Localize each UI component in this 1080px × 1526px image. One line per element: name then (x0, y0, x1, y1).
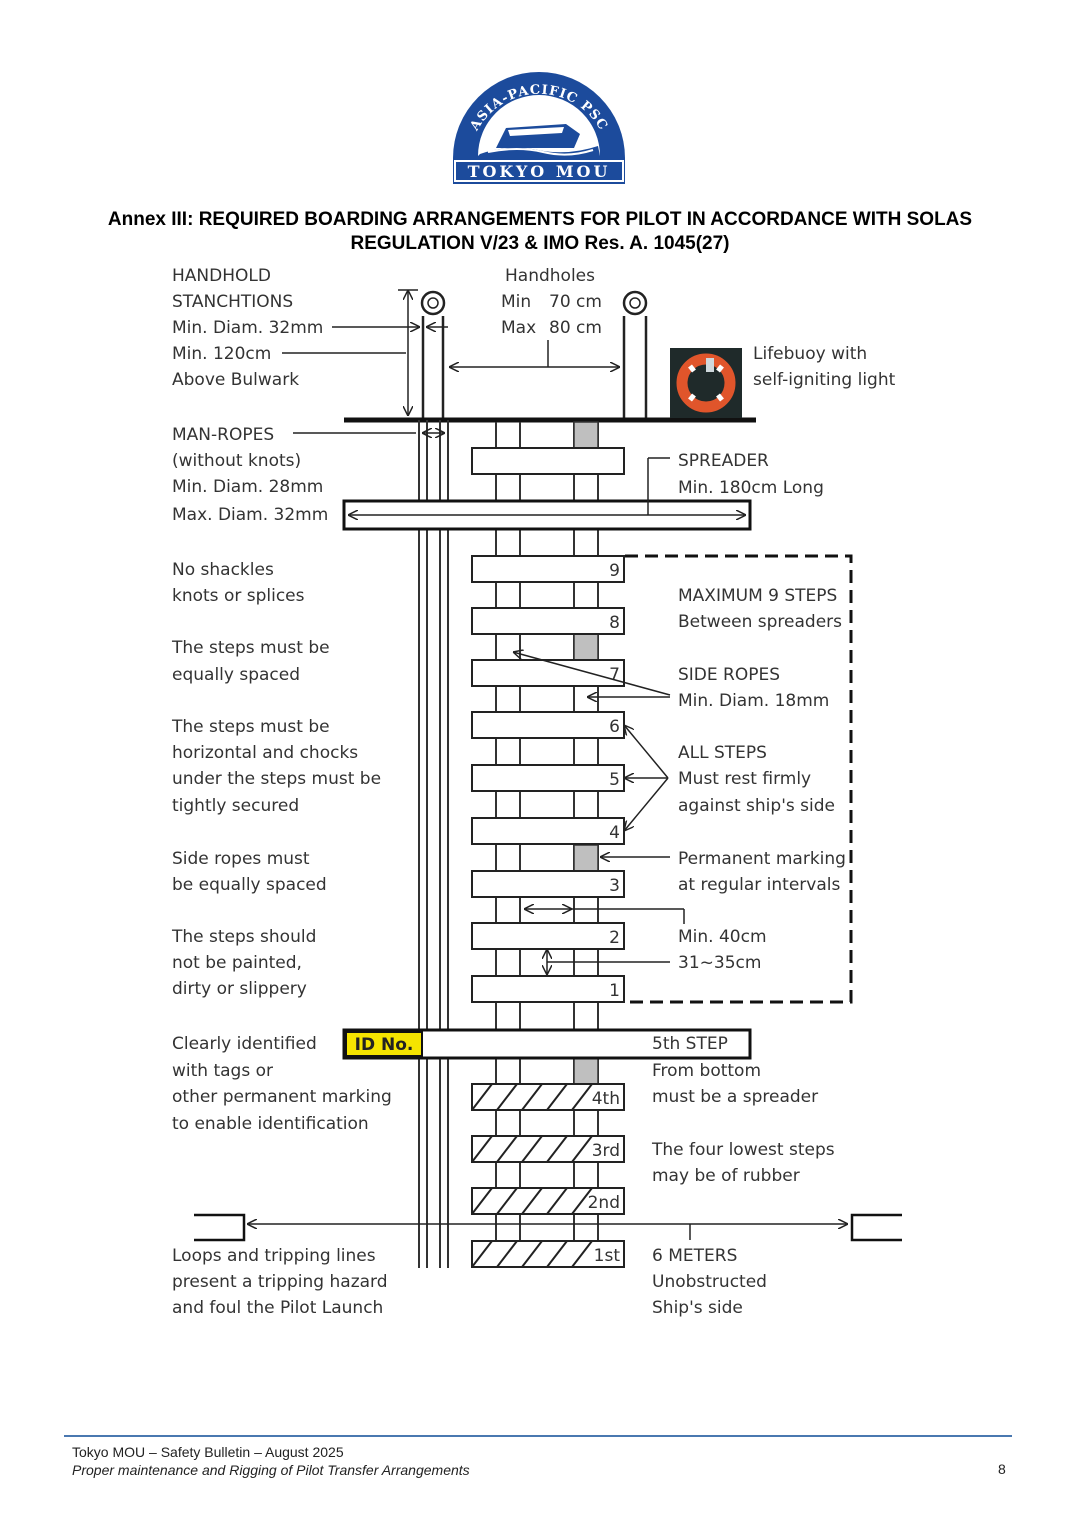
id-box-label: ID No. (354, 1035, 414, 1055)
all-steps-label: ALL STEPS Must rest firmly against ship's side (678, 743, 835, 816)
step-number: 5 (609, 770, 620, 790)
step-4 (472, 818, 624, 844)
rubber-step-number: 1st (593, 1246, 620, 1266)
deck-edge-markers (194, 1215, 902, 1240)
stanchions-label: HANDHOLD STANCHTIONS Min. Diam. 32mm Min. 120cm Above Bulwark (172, 266, 324, 390)
title-line-1: Annex III: REQUIRED BOARDING ARRANGEMENTS FOR PILOT IN ACCORDANCE WITH SOLAS (107, 209, 973, 230)
identification-note: Clearly identified with tags or other permanent marking to enable identification (172, 1034, 392, 1134)
step-number: 2 (609, 928, 620, 948)
step-8 (472, 608, 624, 634)
step-9 (472, 556, 624, 582)
logo-banner-text: TOKYO MOU (467, 162, 611, 181)
lifebuoy-label: Lifebuoy with self-igniting light (753, 344, 896, 390)
tokyo-mou-logo (448, 66, 630, 188)
step-6 (472, 712, 624, 738)
step-1 (472, 976, 624, 1002)
logo-arc-text: ASIA-PACIFIC PSC (467, 82, 611, 134)
step-number: 9 (609, 561, 620, 581)
side-ropes-spacing-note: Side ropes must be equally spaced (172, 849, 327, 895)
page-title (40, 208, 1040, 256)
rubber-step-1st (472, 1241, 624, 1267)
top-step (472, 448, 624, 474)
handholes-label: Handholes Min 70 cm Max 80 cm (501, 266, 602, 338)
step-5 (472, 765, 624, 791)
step-7 (472, 660, 624, 686)
step-spacing-label: 31~35cm (678, 953, 762, 973)
min-width-label: Min. 40cm (678, 927, 767, 947)
rubber-step-number: 3rd (591, 1141, 620, 1161)
rubber-step-number: 4th (591, 1089, 620, 1109)
pilot-ladder-diagram (0, 250, 1080, 1350)
footer-bulletin: Tokyo MOU – Safety Bulletin – August 2025 (72, 1444, 344, 1460)
six-meters-label: 6 METERS Unobstructed Ship's side (652, 1246, 767, 1318)
rubber-step-2nd (472, 1188, 624, 1214)
man-ropes (419, 420, 448, 1268)
step-2 (472, 923, 624, 949)
footer-divider (64, 1435, 1012, 1437)
rubber-steps-label: The four lowest steps may be of rubber (652, 1140, 835, 1186)
step-3 (472, 871, 624, 897)
horizontal-note: The steps must be horizontal and chocks under the steps must be tightly secured (172, 717, 382, 816)
fifth-step-label: 5th STEP From bottom must be a spreader (652, 1034, 819, 1107)
rubber-step-number: 2nd (587, 1193, 620, 1213)
man-ropes-label: MAN-ROPES (without knots) Min. Diam. 28mm Max. Diam. 32mm (172, 425, 329, 525)
step-number: 1 (609, 981, 620, 1001)
title-line-2: REGULATION V/23 & IMO Res. A. 1045(27) (350, 233, 730, 254)
spacing-note: The steps must be equally spaced (172, 638, 330, 685)
step-number: 8 (609, 613, 620, 633)
lifebuoy-icon (670, 348, 742, 418)
spreader-label: SPREADER Min. 180cm Long (678, 451, 824, 498)
max-steps-label: MAXIMUM 9 STEPS Between spreaders (678, 586, 843, 632)
page-number: 8 (998, 1461, 1006, 1477)
rubber-step-4th (472, 1084, 624, 1110)
step-number: 7 (609, 665, 620, 685)
painted-note: The steps should not be painted, dirty or slippery (172, 927, 317, 999)
permanent-marking-label: Permanent marking at regular intervals (678, 849, 846, 895)
footer-subtitle: Proper maintenance and Rigging of Pilot Transfer Arrangements (72, 1462, 470, 1478)
step-number: 6 (609, 717, 620, 737)
loops-note: Loops and tripping lines present a tripping hazard and foul the Pilot Launch (172, 1246, 388, 1318)
step-number: 3 (609, 876, 620, 896)
footer (72, 1443, 470, 1479)
rubber-step-3rd (472, 1136, 624, 1162)
side-ropes-label: SIDE ROPES Min. Diam. 18mm (678, 665, 830, 711)
step-number: 4 (609, 823, 620, 843)
shackles-note: No shackles knots or splices (172, 560, 305, 606)
